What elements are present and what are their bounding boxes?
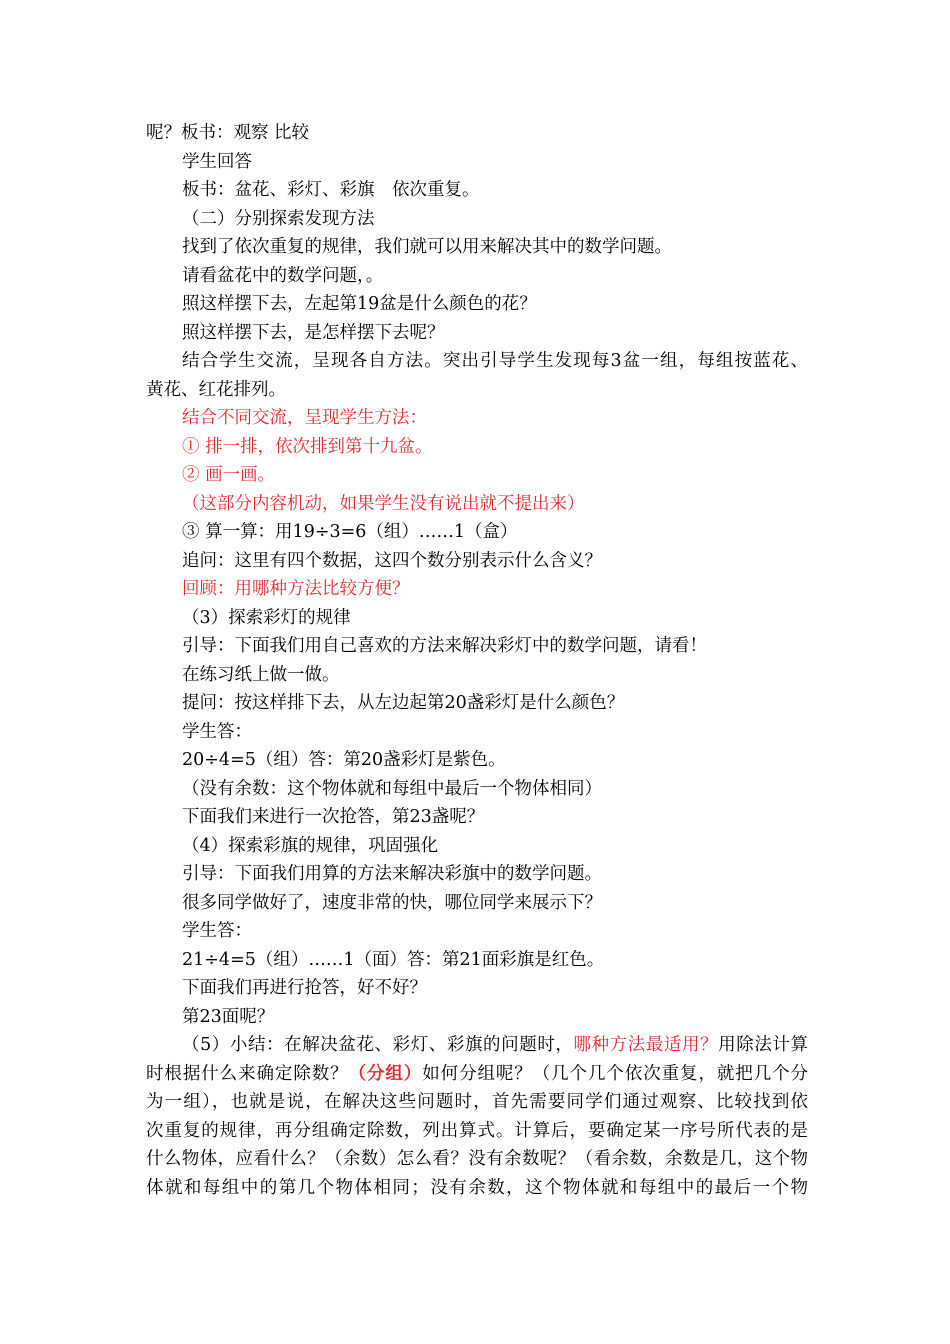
emphasis-line: ① 排一排，依次排到第十九盆。	[182, 437, 433, 457]
summary-line: 体就和每组中的第几个物体相同；没有余数，这个物体就和每组中的最后一个物	[146, 1178, 808, 1198]
emphasis-line: ② 画一画。	[182, 465, 276, 485]
text-line: 下面我们来进行一次抢答，第23盏呢？	[182, 807, 485, 827]
emphasis-line: 结合不同交流，呈现学生方法：	[182, 408, 427, 428]
summary-text: （5）小结：在解决盆花、彩灯、彩旗的问题时，	[182, 1035, 574, 1055]
summary-line: 什么物体，应看什么？（余数）怎么看？没有余数呢？（看余数，余数是几，这个物	[146, 1149, 808, 1169]
text-line: 黄花、红花排列。	[146, 380, 286, 400]
text-line: 21÷4=5（组）……1（面）答：第21面彩旗是红色。	[182, 950, 605, 970]
text-line: 追问：这里有四个数据，这四个数分别表示什么含义？	[182, 551, 602, 571]
text-line: 下面我们再进行抢答，好不好？	[182, 978, 427, 998]
summary-line: 次重复的规律，再分组确定除数，列出算式。计算后，要确定某一序号所代表的是	[146, 1121, 808, 1141]
section-heading: （3）探索彩灯的规律	[182, 608, 351, 628]
text-line: 引导：下面我们用算的方法来解决彩旗中的数学问题。	[182, 864, 602, 884]
text-line: 提问：按这样排下去，从左边起第20盏彩灯是什么颜色？	[182, 693, 625, 713]
emphasis-line: （这部分内容机动，如果学生没有说出就不提出来）	[182, 494, 585, 514]
text-line: 呢？板书：观察 比较	[146, 123, 310, 143]
text-line: 学生答：	[182, 921, 252, 941]
text-line: 照这样摆下去，是怎样摆下去呢？	[182, 323, 445, 343]
emphasis-line: 回顾：用哪种方法比较方便？	[182, 579, 410, 599]
text-line: ③ 算一算：用19÷3=6（组）……1（盒）	[182, 522, 518, 542]
text-line: 板书：盆花、彩灯、彩旗 依次重复。	[182, 180, 480, 200]
section-heading: （4）探索彩旗的规律，巩固强化	[182, 836, 439, 856]
text-line: 在练习纸上做一做。	[182, 665, 340, 685]
section-heading: （二）分别探索发现方法	[182, 209, 375, 229]
text-line: 学生回答	[182, 152, 252, 172]
summary-question: 哪种方法最适用？	[573, 1035, 719, 1055]
text-line: 照这样摆下去，左起第19盆是什么颜色的花？	[182, 294, 537, 314]
summary-text: 用除法计算	[718, 1035, 809, 1055]
summary-answer: （分组）	[348, 1064, 423, 1084]
text-line: 找到了依次重复的规律，我们就可以用来解决其中的数学问题。	[182, 237, 672, 257]
summary-line	[182, 1033, 808, 1057]
summary-text: 时根据什么来确定除数？	[146, 1064, 349, 1084]
text-line: 引导：下面我们用自己喜欢的方法来解决彩灯中的数学问题，请看！	[182, 636, 707, 656]
text-line: 很多同学做好了，速度非常的快，哪位同学来展示下？	[182, 893, 602, 913]
summary-line: 为一组），也就是说，在解决这些问题时，首先需要同学们通过观察、比较找到依	[146, 1092, 808, 1112]
summary-line	[146, 1062, 808, 1086]
text-line: 结合学生交流，呈现各自方法。突出引导学生发现每3盆一组，每组按蓝花、	[182, 351, 808, 371]
summary-text: 如何分组呢？（几个几个依次重复，就把几个分	[422, 1064, 809, 1084]
text-line: 请看盆花中的数学问题，。	[182, 266, 384, 286]
text-line: 20÷4=5（组）答：第20盏彩灯是紫色。	[182, 750, 506, 770]
text-line: （没有余数：这个物体就和每组中最后一个物体相同）	[182, 779, 602, 799]
text-line: 第23面呢？	[182, 1007, 275, 1027]
text-line: 学生答：	[182, 722, 252, 742]
